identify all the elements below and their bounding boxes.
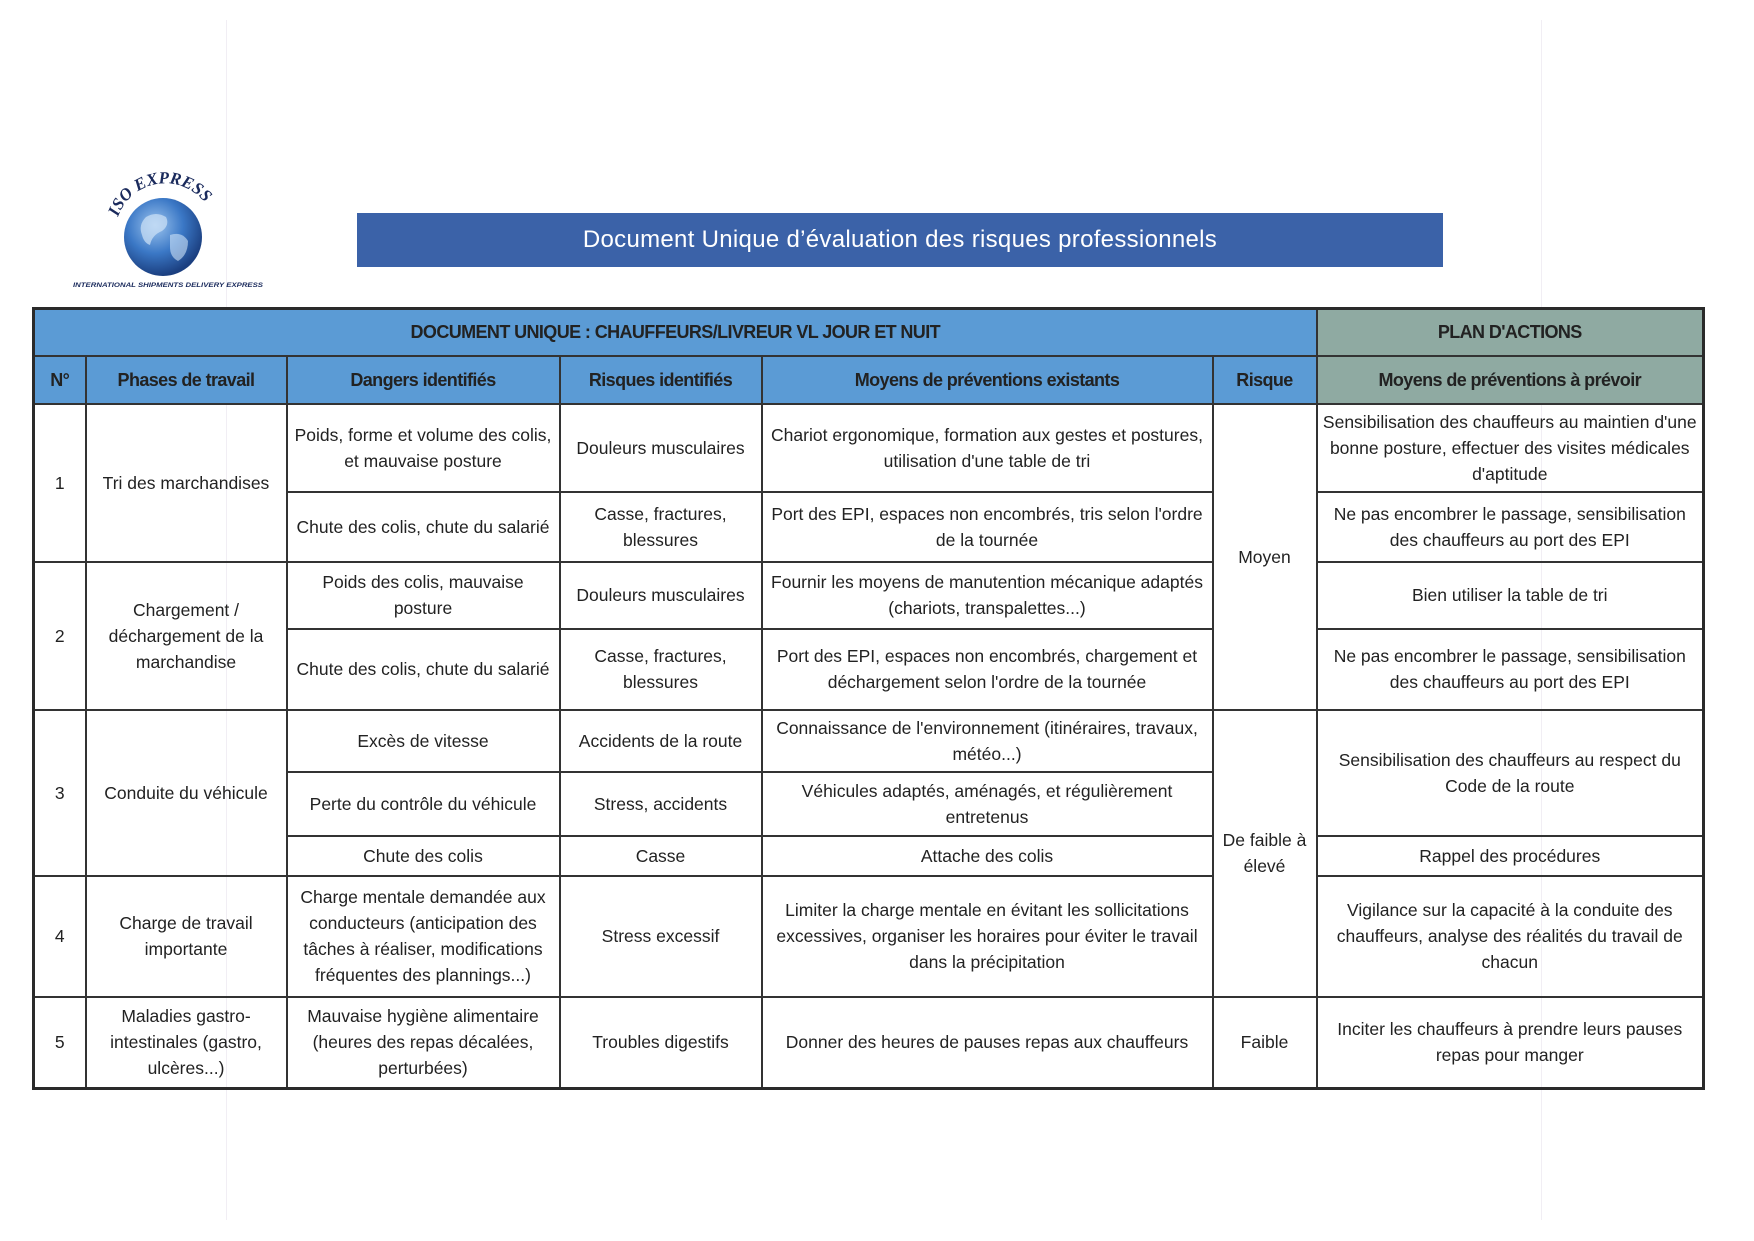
table-row [34,710,1704,772]
phase-number: 2 [34,562,86,710]
existing-prevention-cell: Donner des heures de pauses repas aux chauffeurs [762,997,1213,1089]
phase-label: Chargement / déchargement de la marchandise [86,562,287,710]
col-header-prevoir: Moyens de préventions à prévoir [1317,356,1704,404]
col-header-risque: Risque [1213,356,1317,404]
danger-cell: Poids, forme et volume des colis, et mauvaise posture [287,404,560,492]
danger-cell: Charge mentale demandée aux conducteurs (anticipation des tâches à réaliser, modifications fréquentes des plannings...) [287,876,560,997]
phase-number: 5 [34,997,86,1089]
planned-prevention-cell: Rappel des procédures [1317,836,1704,876]
phase-label: Charge de travail importante [86,876,287,997]
risk-cell: Casse, fractures, blessures [560,492,762,562]
table-row [34,404,1704,492]
phase-label: Maladies gastro-intestinales (gastro, ulcères...) [86,997,287,1089]
phase-number: 4 [34,876,86,997]
phase-label: Tri des marchandises [86,404,287,562]
section-plan-title: PLAN D'ACTIONS [1317,309,1704,356]
risk-cell: Stress excessif [560,876,762,997]
existing-prevention-cell: Fournir les moyens de manutention mécanique adaptés (chariots, transpalettes...) [762,562,1213,629]
planned-prevention-cell: Ne pas encombrer le passage, sensibilisation des chauffeurs au port des EPI [1317,492,1704,562]
risk-cell: Casse [560,836,762,876]
logo-tagline: INTERNATIONAL SHIPMENTS DELIVERY EXPRESS [73,282,264,289]
col-header-phase: Phases de travail [86,356,287,404]
existing-prevention-cell: Connaissance de l'environnement (itinéraires, travaux, météo...) [762,710,1213,772]
existing-prevention-cell: Limiter la charge mentale en évitant les sollicitations excessives, organiser les horaires pour éviter le travail dans la précipitation [762,876,1213,997]
phase-number: 3 [34,710,86,876]
existing-prevention-cell: Attache des colis [762,836,1213,876]
planned-prevention-cell: Sensibilisation des chauffeurs au respect du Code de la route [1317,710,1704,836]
existing-prevention-cell: Chariot ergonomique, formation aux gestes et postures, utilisation d'une table de tri [762,404,1213,492]
table-row [34,997,1704,1089]
danger-cell: Chute des colis, chute du salarié [287,629,560,710]
danger-cell: Chute des colis, chute du salarié [287,492,560,562]
risk-cell: Troubles digestifs [560,997,762,1089]
risk-cell: Douleurs musculaires [560,404,762,492]
phase-label: Conduite du véhicule [86,710,287,876]
planned-prevention-cell: Inciter les chauffeurs à prendre leurs pauses repas pour manger [1317,997,1704,1089]
phase-number: 1 [34,404,86,562]
planned-prevention-cell: Sensibilisation des chauffeurs au maintien d'une bonne posture, effectuer des visites médicales d'aptitude [1317,404,1704,492]
existing-prevention-cell: Port des EPI, espaces non encombrés, chargement et déchargement selon l'ordre de la tournée [762,629,1213,710]
risk-level-cell: De faible à élevé [1213,710,1317,997]
planned-prevention-cell: Vigilance sur la capacité à la conduite des chauffeurs, analyse des réalités du travail de chacun [1317,876,1704,997]
section-header-row [34,309,1704,356]
risk-cell: Stress, accidents [560,772,762,836]
danger-cell: Mauvaise hygiène alimentaire (heures des repas décalées, perturbées) [287,997,560,1089]
risk-cell: Douleurs musculaires [560,562,762,629]
planned-prevention-cell: Ne pas encombrer le passage, sensibilisation des chauffeurs au port des EPI [1317,629,1704,710]
col-header-num: N° [34,356,86,404]
logo-brand-text: ISO EXPRESS [104,168,216,219]
risk-cell: Casse, fractures, blessures [560,629,762,710]
document-title-banner [357,213,1443,267]
risk-level-cell: Faible [1213,997,1317,1089]
column-header-row [34,356,1704,404]
iso-express-logo [60,165,270,300]
col-header-moyens: Moyens de préventions existants [762,356,1213,404]
col-header-risques: Risques identifiés [560,356,762,404]
danger-cell: Excès de vitesse [287,710,560,772]
table-row [34,562,1704,629]
existing-prevention-cell: Véhicules adaptés, aménagés, et régulièrement entretenus [762,772,1213,836]
section-main-title: DOCUMENT UNIQUE : CHAUFFEURS/LIVREUR VL JOUR ET NUIT [34,309,1317,356]
danger-cell: Perte du contrôle du véhicule [287,772,560,836]
danger-cell: Poids des colis, mauvaise posture [287,562,560,629]
existing-prevention-cell: Port des EPI, espaces non encombrés, tris selon l'ordre de la tournée [762,492,1213,562]
col-header-dangers: Dangers identifiés [287,356,560,404]
table-row [34,876,1704,997]
document-title: Document Unique d’évaluation des risques professionnels [582,226,1218,253]
risk-assessment-table [32,307,1705,1090]
risk-level-cell: Moyen [1213,404,1317,710]
planned-prevention-cell: Bien utiliser la table de tri [1317,562,1704,629]
risk-cell: Accidents de la route [560,710,762,772]
globe-icon [124,198,202,276]
danger-cell: Chute des colis [287,836,560,876]
